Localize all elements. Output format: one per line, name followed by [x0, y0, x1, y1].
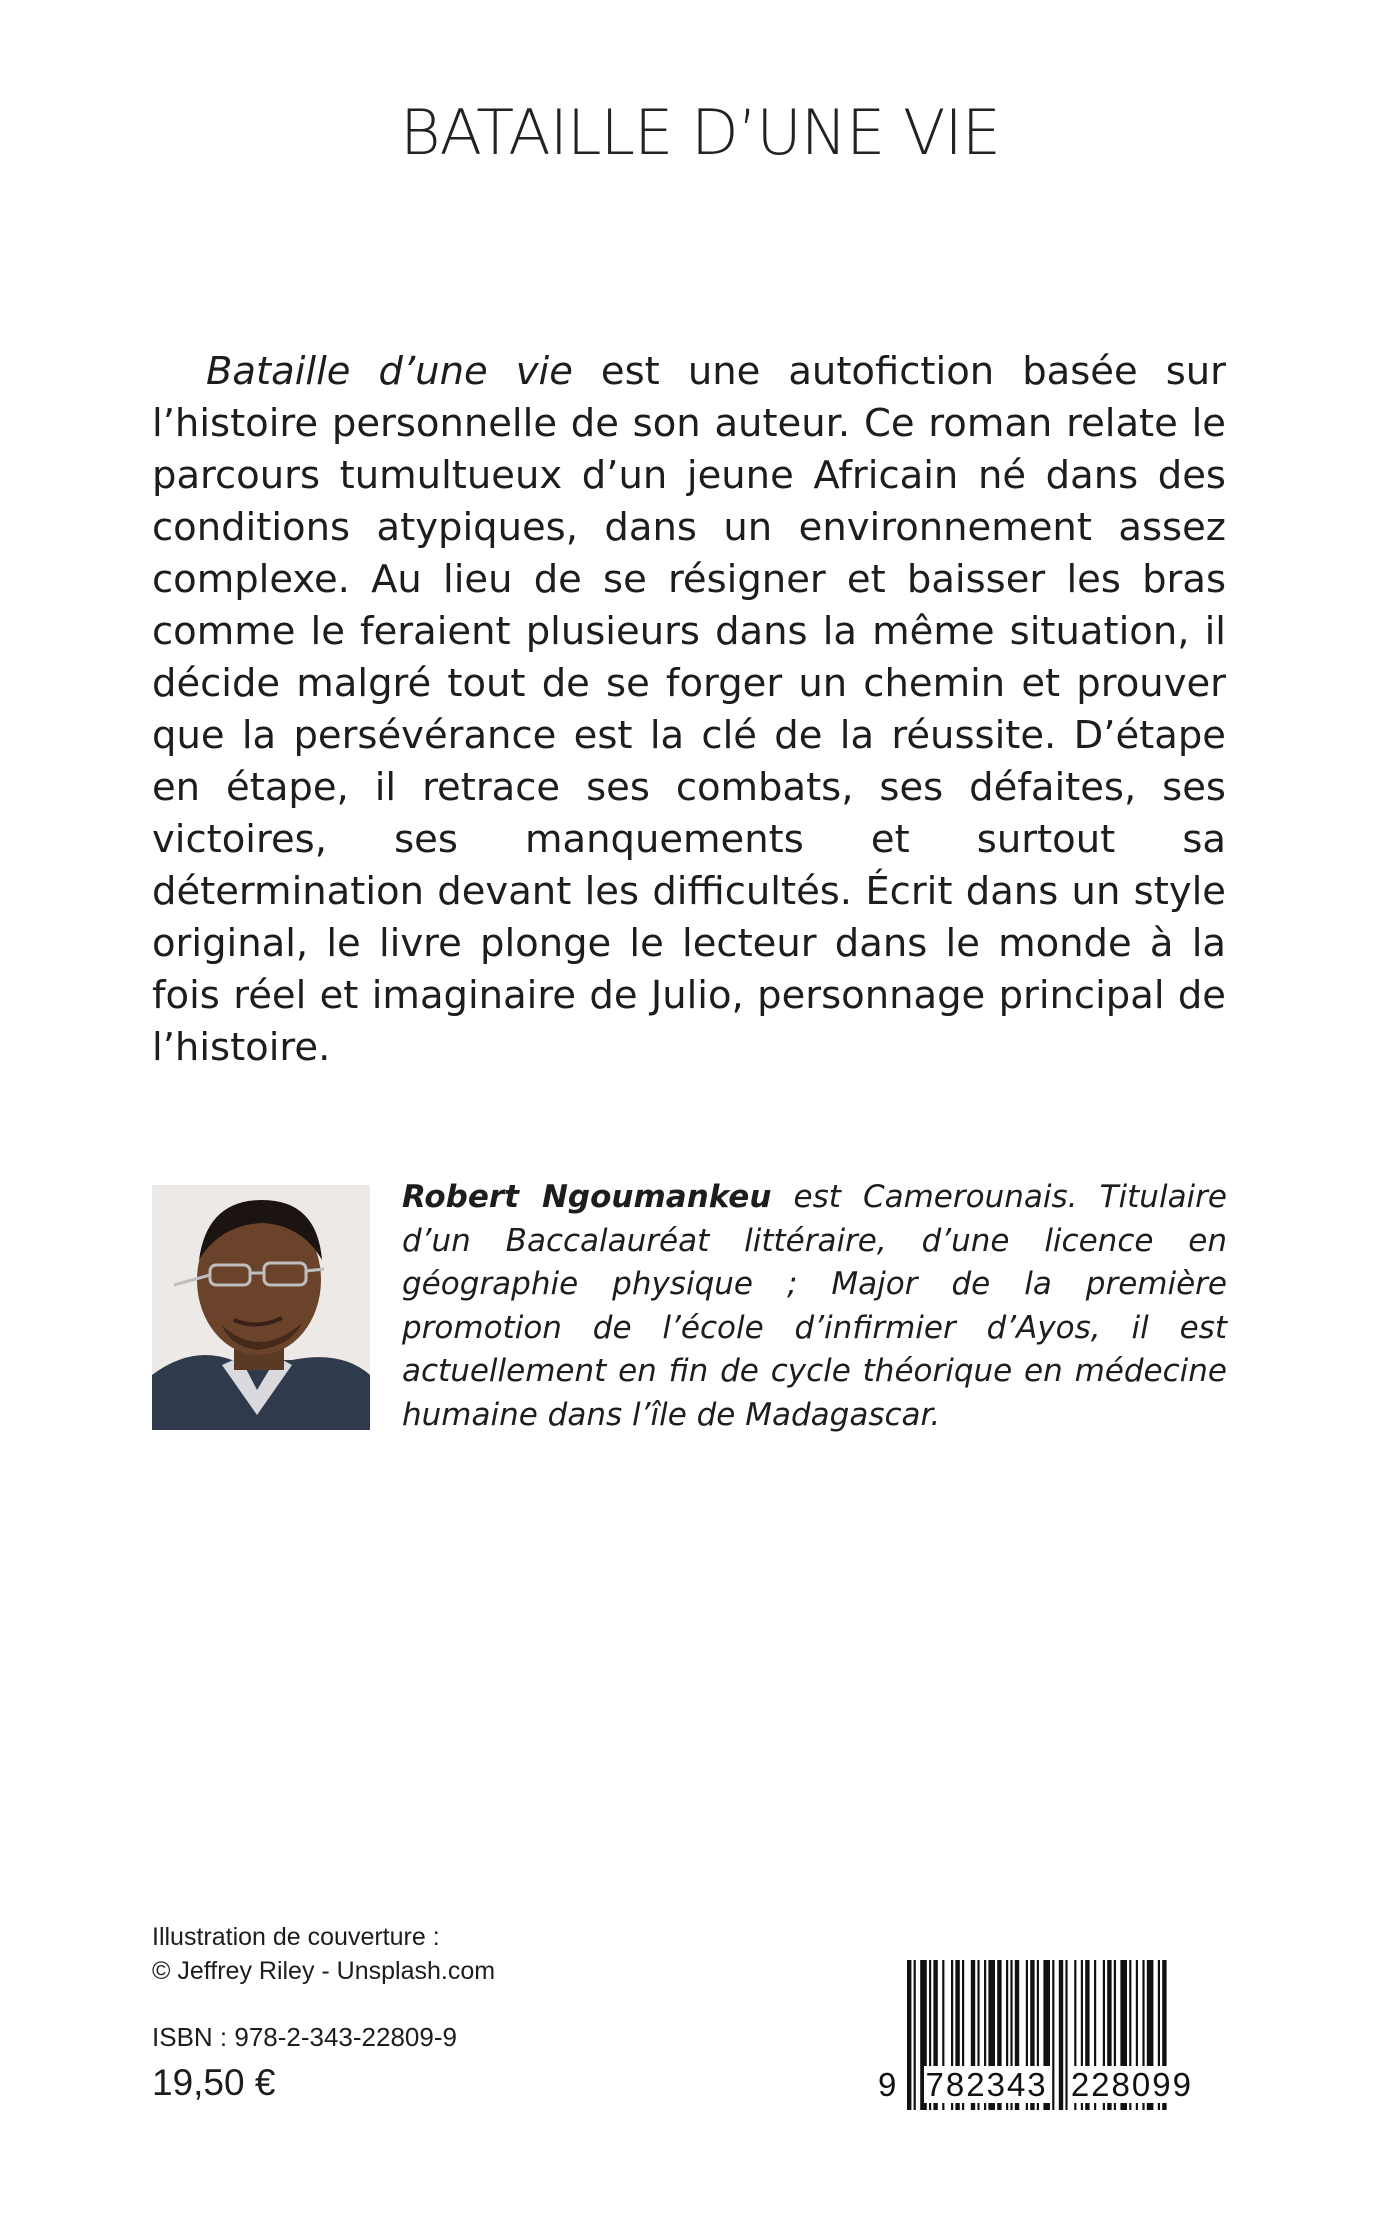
barcode-first-digit: 9 — [878, 2066, 899, 2103]
book-title: BATAILLE D’UNE VIE — [400, 96, 1000, 169]
summary-text: est une autofiction basée sur l’histoire personnelle de son auteur. Ce roman relate le parcours tumultueux d’un jeune Africain né dans des conditions atypiques, dans un environnement assez complexe. Au lieu de se résigner et baisser les bras comme le feraient plusieurs dans la même situation, il décide malgré tout de se forger un chemin et prouver que la persévérance est la clé de la réussite. D’étape en étape, il retrace ses combats, ses défaites, ses victoires, ses manquements et surtout sa détermination devant les difficultés. Écrit dans un style original, le livre plonge le lecteur dans le monde à la fois réel et imaginaire de Julio, personnage principal de l’histoire. — [152, 349, 1226, 1070]
barcode-group-2: 228099 — [1070, 2066, 1193, 2103]
barcode-group-1: 782343 — [925, 2066, 1048, 2103]
summary-book-title: Bataille d’une vie — [206, 349, 573, 394]
author-bio — [402, 1176, 1227, 1437]
author-name: Robert Ngoumankeu — [402, 1179, 772, 1215]
credit-line-2: © Jeffrey Riley - Unsplash.com — [152, 1957, 496, 1985]
summary-paragraph — [152, 346, 1226, 1074]
isbn: ISBN : 978-2-343-22809-9 — [152, 2022, 457, 2052]
credit-line-1: Illustration de couverture : — [152, 1923, 440, 1951]
cover-credit — [152, 1920, 495, 1988]
author-bio-text: est Camerounais. Titulaire d’un Baccalauréat littéraire, d’une licence en géographie physique ; Major de la première promotion de l’école d’infirmier d’Ayos, il est actuellement en fin de cycle théorique en médecine humaine dans l’île de Madagascar. — [402, 1179, 1227, 1433]
price: 19,50 € — [152, 2062, 276, 2103]
barcode-digits — [878, 2066, 1248, 2104]
author-photo — [152, 1185, 370, 1430]
